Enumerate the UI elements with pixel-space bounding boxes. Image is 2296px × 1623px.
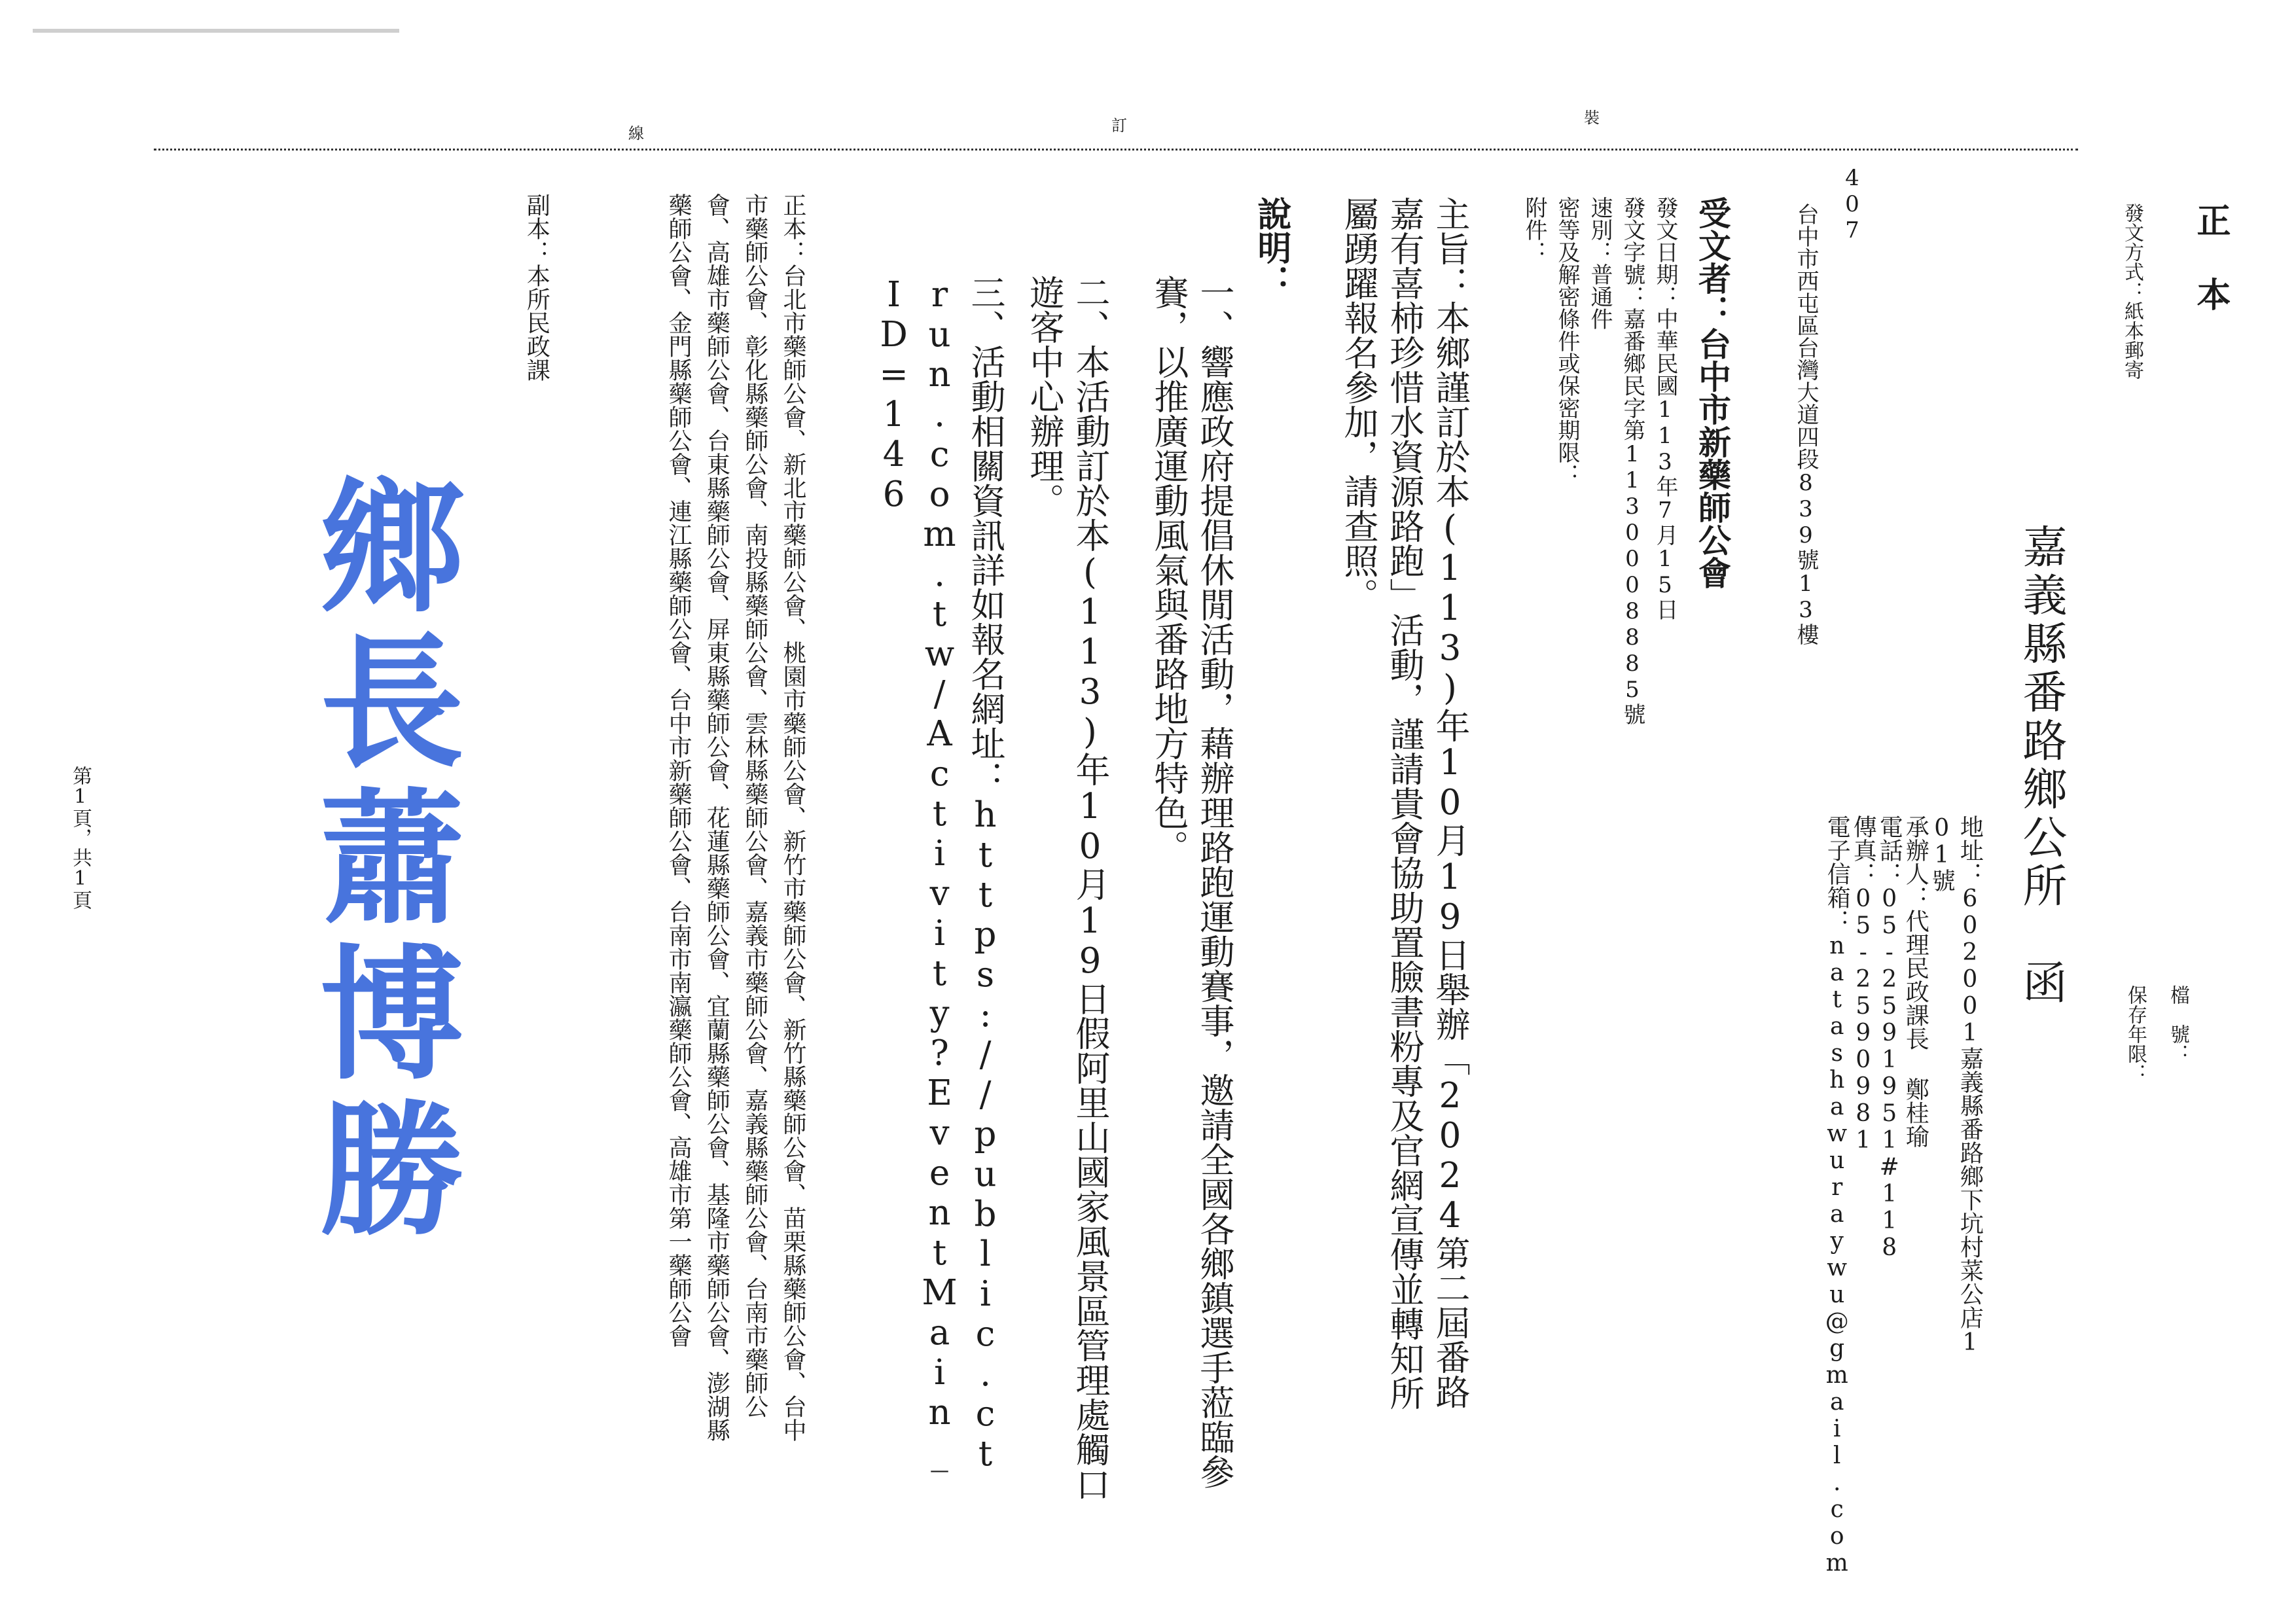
distribution-primary: 正本：台北市藥師公會、新北市藥師公會、桃園市藥師公會、新竹市藥師公會、新竹縣藥師公會、苗栗縣藥師公會、台中市藥師公會、彰化縣藥師公會、南投縣藥師公會、雲林縣藥師公會、嘉義市藥師公會、嘉義縣藥師公會、台南市藥師公會、高雄市藥師公會、台東縣藥師公會、屏東縣藥師公會、花蓮縣藥師公會、宜蘭縣藥師公會、基隆市藥師公會、澎湖縣藥師公會、金門縣藥師公會、連江縣藥師公會、台中市新藥師公會、台南市南瀛藥師公會、高雄市第一藥師公會: [665, 193, 806, 1442]
distribution-copy: 副本：本所民政課: [523, 193, 550, 382]
binding-mark-ding: 訂: [1111, 116, 1127, 135]
subject: 主旨：本鄉謹訂於本(113)年10月19日舉辦「2024第二屆番路嘉有喜柿珍惜水資源路跑」活動，謹請貴會協助置臉書粉專及官網宣傳並轉知所屬踴躍報名參加，請查照。: [1338, 196, 1470, 1410]
contact-handler: 承辦人：代理民政課長 鄭桂瑜: [1902, 815, 1929, 1148]
official-seal-stamp: 鄉長蕭博勝: [296, 471, 463, 1250]
description-title: 說明：: [1251, 196, 1291, 298]
description-item-3: 三、活動相關資訊詳如報名網址：https://public.ctrun.com.tw/Activity?EventMain_ID=146: [874, 275, 1005, 1474]
contact-phone: 電話：05-2591951#118: [1876, 815, 1903, 1261]
dispatch-method: 發文方式：紙本郵寄: [2121, 203, 2144, 380]
binding-mark-xian: 線: [628, 124, 644, 143]
scan-edge: [33, 29, 399, 33]
file-number: 檔 號：: [2166, 985, 2189, 1063]
description-item-2: 二、本活動訂於本(113)年10月19日假阿里山國家風景區管理處觸口遊客中心辦理。: [1024, 275, 1110, 1501]
security-level: 密等及解密條件或保密期限：: [1554, 196, 1580, 486]
keep-years: 保存年限：: [2124, 985, 2147, 1083]
attachment: 附件：: [1521, 196, 1547, 263]
receiver: 受文者：台中市新藥師公會: [1693, 196, 1732, 589]
recipient-zip: 407: [1839, 165, 1865, 243]
copy-type: 正 本: [2191, 203, 2231, 311]
page-number: 第1頁，共1頁: [69, 766, 92, 910]
recipient-address: 台中市西屯區台灣大道四段839號13樓: [1793, 203, 1819, 645]
contact-email: 電子信箱：natashawuraywu@gmail.com: [1823, 815, 1851, 1577]
binding-mark-zhuang: 裝: [1584, 109, 1600, 127]
contact-address: 地址：602001嘉義縣番路鄉下坑村菜公店101號: [1928, 815, 1984, 1356]
binding-line: [154, 149, 2078, 151]
contact-fax: 傳真：05-2590981: [1850, 815, 1877, 1154]
document-number: 發文字號：嘉番鄉民字第1130008885號: [1619, 196, 1645, 725]
delivery-speed: 速別：普通件: [1587, 196, 1613, 330]
description-item-1: 一、響應政府提倡休閒活動，藉辦理路跑運動賽事，邀請全國各鄉鎮選手蒞臨參賽，以推廣運動風氣與番路地方特色。: [1149, 275, 1234, 1489]
issue-date: 發文日期：中華民國113年7月15日: [1652, 196, 1678, 620]
agency-title: 嘉義縣番路鄉公所 函: [2015, 524, 2067, 1008]
